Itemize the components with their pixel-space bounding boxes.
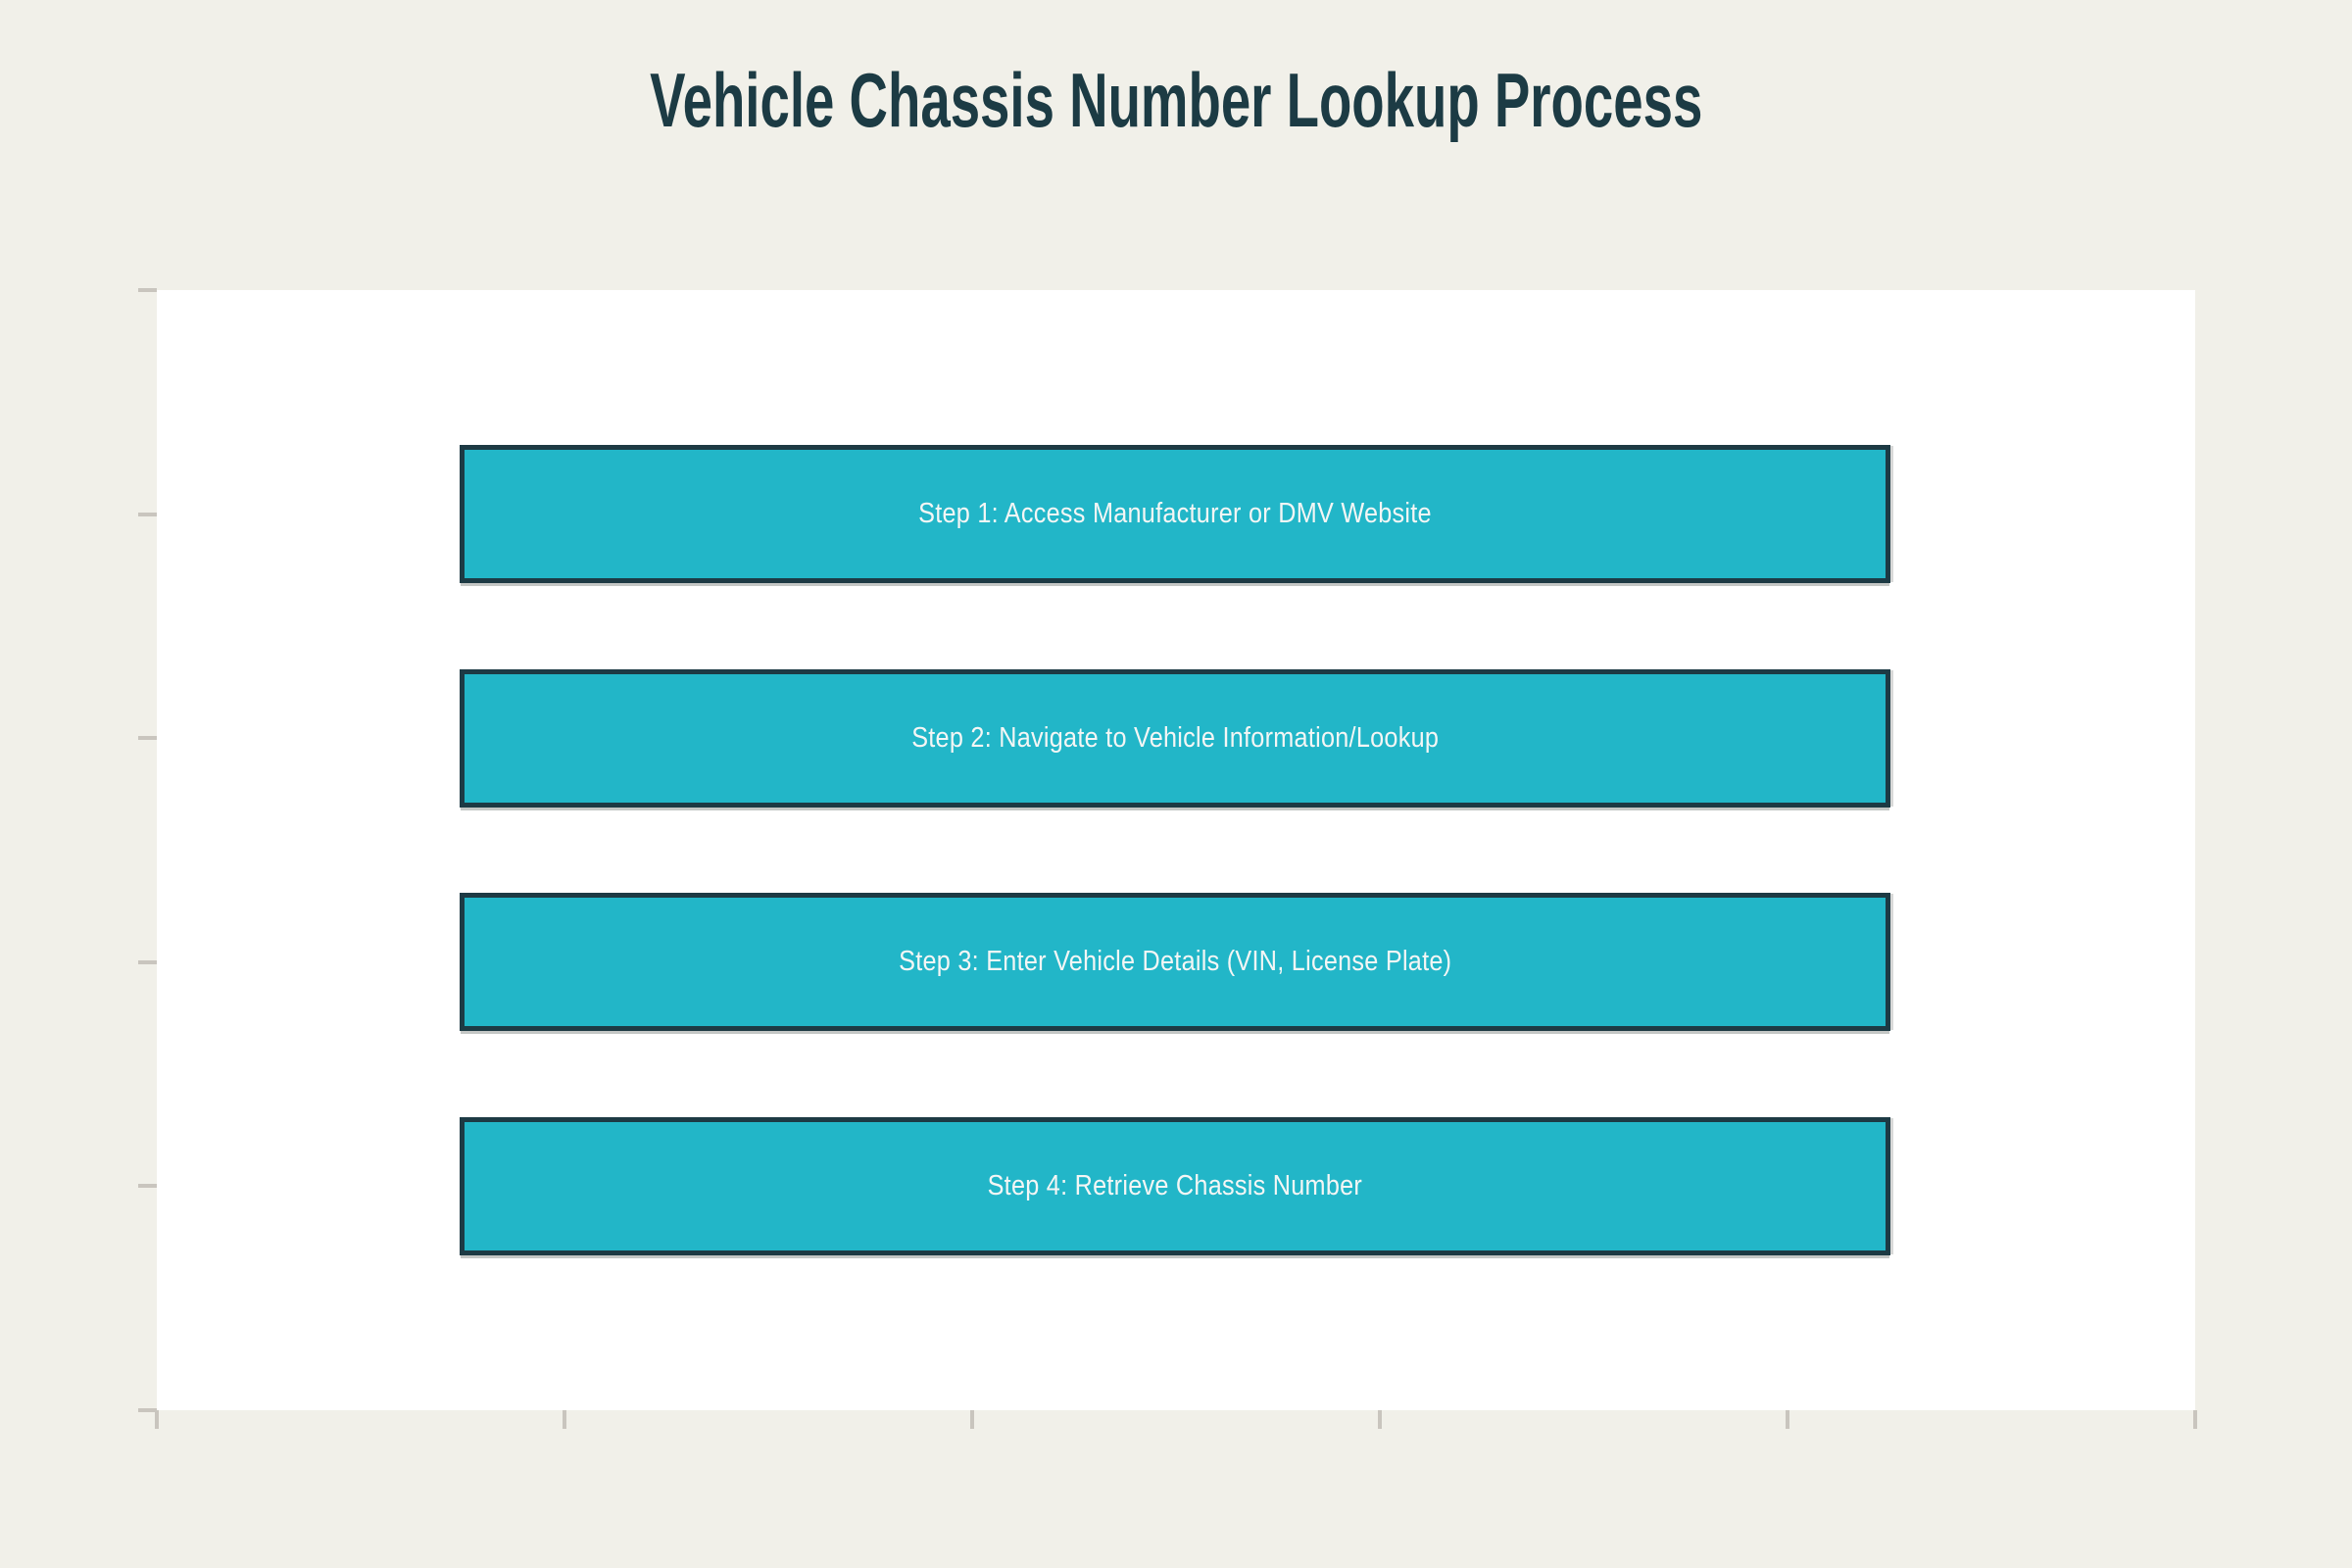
step-label-3: Step 3: Enter Vehicle Details (VIN, License Plate) bbox=[898, 946, 1452, 977]
y-axis-tick-0 bbox=[138, 288, 157, 292]
y-axis-tick-1 bbox=[138, 513, 157, 516]
x-axis-tick-5 bbox=[2193, 1410, 2197, 1429]
y-axis-tick-2 bbox=[138, 736, 157, 740]
x-axis-tick-0 bbox=[155, 1410, 159, 1429]
x-axis-tick-3 bbox=[1378, 1410, 1382, 1429]
y-axis-tick-4 bbox=[138, 1184, 157, 1188]
diagram-title-text: Vehicle Chassis Number Lookup Process bbox=[649, 57, 1703, 143]
step-label-4: Step 4: Retrieve Chassis Number bbox=[987, 1169, 1363, 1201]
x-axis-tick-2 bbox=[970, 1410, 974, 1429]
step-box-3 bbox=[460, 893, 1890, 1031]
x-axis-tick-1 bbox=[563, 1410, 566, 1429]
step-box-4 bbox=[460, 1117, 1890, 1255]
step-label-1: Step 1: Access Manufacturer or DMV Website bbox=[918, 498, 1432, 529]
step-box-1 bbox=[460, 445, 1890, 583]
x-axis-tick-4 bbox=[1786, 1410, 1789, 1429]
diagram-title bbox=[0, 56, 2352, 145]
plot-canvas bbox=[157, 290, 2195, 1410]
step-box-2 bbox=[460, 669, 1890, 808]
y-axis-tick-3 bbox=[138, 960, 157, 964]
step-label-2: Step 2: Navigate to Vehicle Information/Lookup bbox=[911, 721, 1439, 754]
